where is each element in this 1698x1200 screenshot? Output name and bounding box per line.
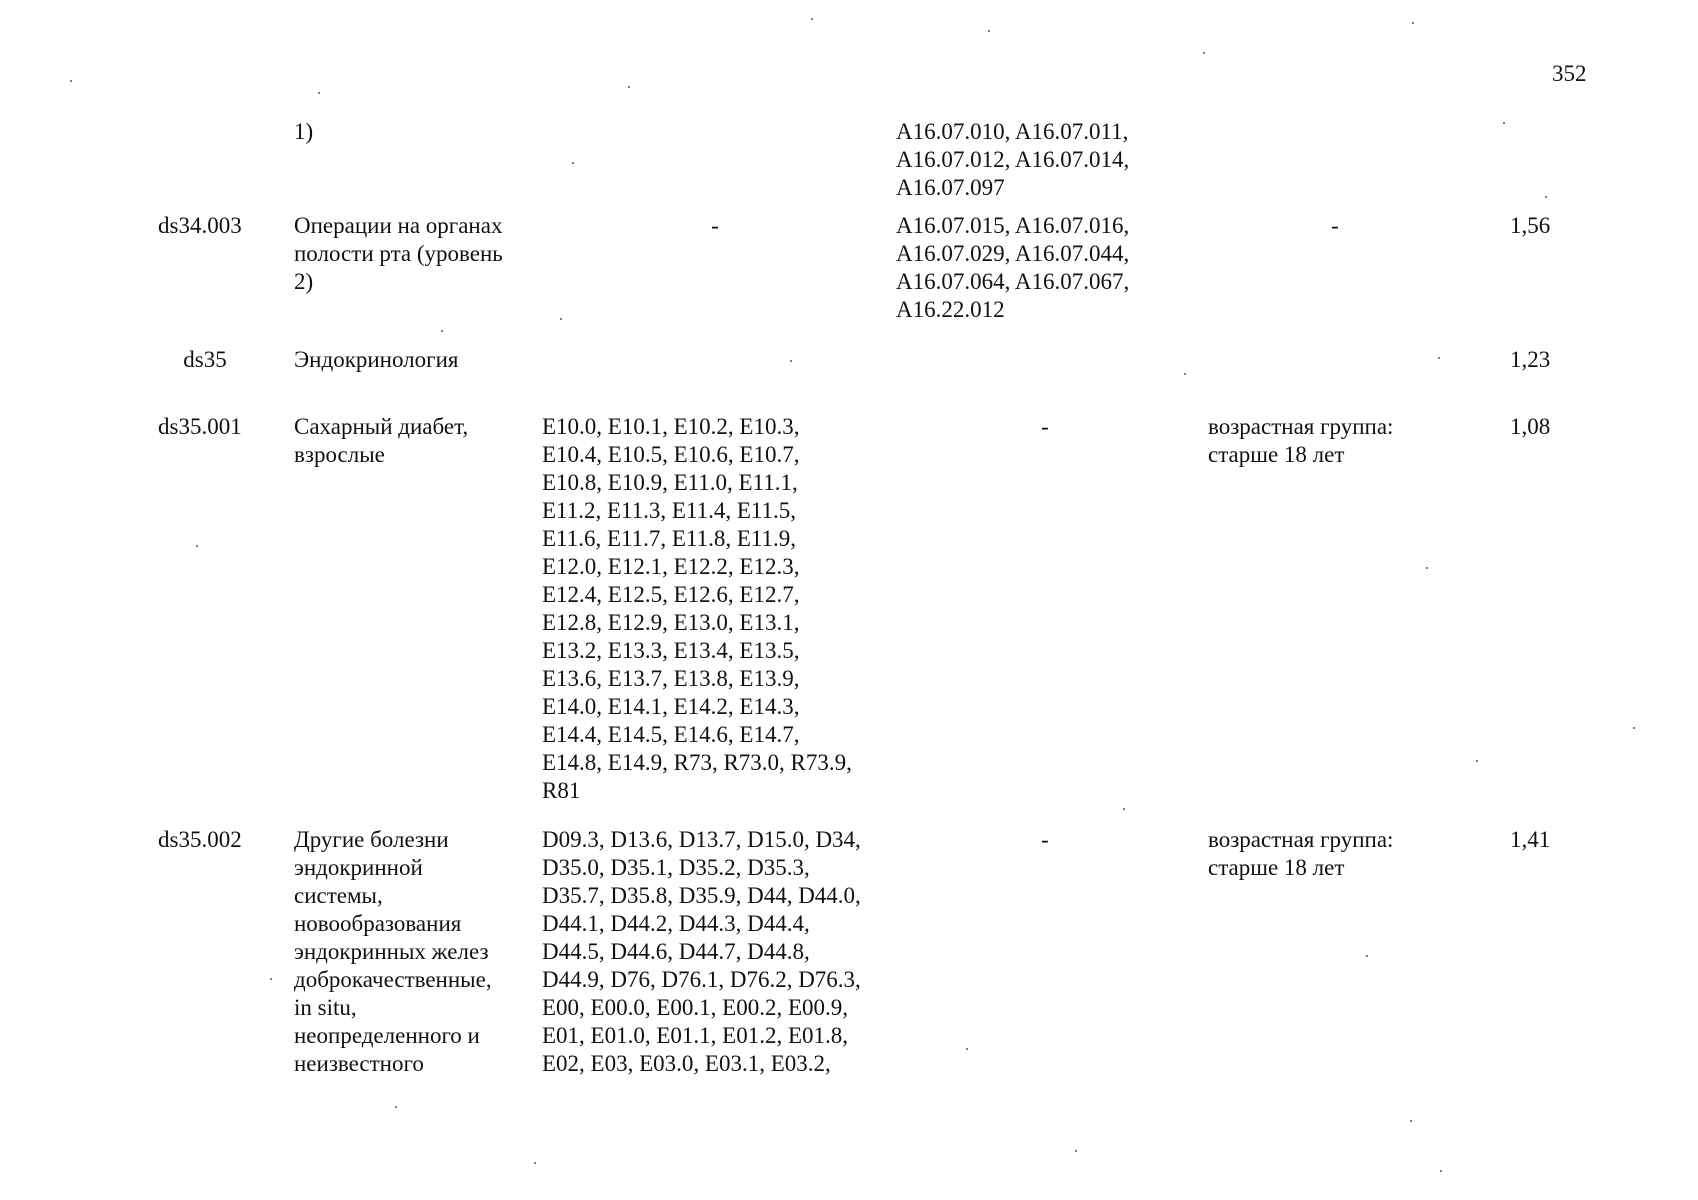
row-services — [1030, 413, 1060, 441]
row-name — [294, 212, 534, 296]
diagnoses-line: E10.0, E10.1, E10.2, E10.3, — [542, 414, 800, 439]
scan-speck — [318, 92, 320, 94]
other-line: старше 18 лет — [1208, 442, 1345, 467]
name-line: Операции на органах — [294, 213, 503, 238]
row-other-criteria — [1208, 826, 1448, 882]
other-line: - — [1331, 213, 1339, 238]
scan-speck — [70, 80, 72, 82]
services-line: A16.07.064, A16.07.067, — [896, 269, 1130, 294]
row-other-criteria — [1208, 413, 1448, 469]
name-line: взрослые — [294, 442, 385, 467]
scan-speck — [572, 162, 574, 164]
name-line: доброкачественные, — [294, 967, 492, 992]
row-diagnoses — [542, 413, 892, 805]
row-coefficient: 1,23 — [1510, 347, 1551, 372]
diagnoses-line: E13.6, E13.7, E13.8, E13.9, — [542, 666, 800, 691]
row-services — [896, 118, 1196, 202]
scan-speck — [966, 1048, 968, 1050]
scan-speck — [1476, 760, 1478, 762]
scan-speck — [560, 318, 562, 320]
services-line: A16.07.097 — [896, 175, 1005, 200]
row-other-criteria — [1320, 212, 1350, 240]
name-line: эндокринной — [294, 855, 423, 880]
name-line: Эндокринология — [294, 347, 459, 372]
diagnoses-line: E14.0, E14.1, E14.2, E14.3, — [542, 694, 800, 719]
row-name — [294, 826, 534, 1078]
diagnoses-line: - — [711, 213, 719, 238]
diagnoses-line: D09.3, D13.6, D13.7, D15.0, D34, — [542, 827, 861, 852]
row-services — [1030, 826, 1060, 854]
row-name — [294, 346, 534, 374]
name-line: системы, — [294, 883, 383, 908]
services-line: A16.07.012, A16.07.014, — [896, 147, 1130, 172]
scan-speck — [270, 978, 272, 980]
scan-speck — [441, 330, 443, 332]
name-line: Сахарный диабет, — [294, 414, 469, 439]
scan-speck — [1203, 52, 1205, 54]
diagnoses-line: D35.7, D35.8, D35.9, D44, D44.0, — [542, 883, 861, 908]
scan-speck — [1426, 567, 1428, 569]
diagnoses-line: E11.2, E11.3, E11.4, E11.5, — [542, 498, 797, 523]
row-name — [294, 413, 534, 469]
name-line: новообразования — [294, 911, 462, 936]
scan-speck — [1184, 373, 1186, 375]
row-code: ds35 — [183, 347, 227, 372]
diagnoses-line: D44.5, D44.6, D44.7, D44.8, — [542, 939, 810, 964]
diagnoses-line: D44.1, D44.2, D44.3, D44.4, — [542, 911, 810, 936]
diagnoses-line: E14.4, E14.5, E14.6, E14.7, — [542, 722, 800, 747]
diagnoses-line: E12.0, E12.1, E12.2, E12.3, — [542, 554, 800, 579]
diagnoses-line: E10.8, E10.9, E11.0, E11.1, — [542, 470, 798, 495]
scan-speck — [395, 1106, 397, 1108]
scan-speck — [534, 1162, 536, 1164]
services-line: A16.07.015, A16.07.016, — [896, 213, 1130, 238]
services-line: A16.07.029, A16.07.044, — [896, 241, 1130, 266]
scan-speck — [1503, 122, 1505, 124]
scan-speck — [1410, 1120, 1412, 1122]
name-line: неизвестного — [294, 1051, 424, 1076]
row-name — [294, 118, 534, 146]
scan-speck — [1366, 955, 1368, 957]
scan-speck — [1412, 22, 1414, 24]
scan-speck — [811, 18, 813, 20]
scan-speck — [790, 360, 792, 362]
diagnoses-line: E14.8, E14.9, R73, R73.0, R73.9, — [542, 750, 852, 775]
other-line: возрастная группа: — [1208, 414, 1394, 439]
diagnoses-line: D35.0, D35.1, D35.2, D35.3, — [542, 855, 810, 880]
diagnoses-line: E11.6, E11.7, E11.8, E11.9, — [542, 526, 797, 551]
row-code: ds35.002 — [158, 827, 242, 852]
diagnoses-line: R81 — [542, 778, 581, 803]
scan-speck — [1545, 196, 1547, 198]
scan-speck — [1440, 1170, 1442, 1172]
services-line: - — [1041, 414, 1049, 439]
row-diagnoses — [700, 212, 730, 240]
row-code: ds34.003 — [158, 213, 242, 238]
name-line: эндокринных желез — [294, 939, 489, 964]
row-coefficient: 1,41 — [1510, 827, 1551, 852]
services-line: - — [1041, 827, 1049, 852]
name-line: полости рта (уровень — [294, 241, 503, 266]
row-code: ds35.001 — [158, 414, 242, 439]
other-line: возрастная группа: — [1208, 827, 1394, 852]
scan-speck — [988, 30, 990, 32]
diagnoses-line: E02, E03, E03.0, E03.1, E03.2, — [542, 1051, 831, 1076]
scan-speck — [1438, 357, 1440, 359]
scan-speck — [196, 545, 198, 547]
row-coefficient: 1,56 — [1510, 213, 1551, 238]
name-line: неопределенного и — [294, 1023, 480, 1048]
scan-speck — [1123, 808, 1125, 810]
diagnoses-line: E00, E00.0, E00.1, E00.2, E00.9, — [542, 995, 848, 1020]
services-line: A16.22.012 — [896, 297, 1005, 322]
diagnoses-line: E12.8, E12.9, E13.0, E13.1, — [542, 610, 800, 635]
diagnoses-line: E01, E01.0, E01.1, E01.2, E01.8, — [542, 1023, 848, 1048]
name-line: Другие болезни — [294, 827, 449, 852]
scan-speck — [628, 86, 630, 88]
row-coefficient: 1,08 — [1510, 414, 1551, 439]
diagnoses-line: E12.4, E12.5, E12.6, E12.7, — [542, 582, 800, 607]
scan-speck — [1075, 1150, 1077, 1152]
other-line: старше 18 лет — [1208, 855, 1345, 880]
diagnoses-line: E13.2, E13.3, E13.4, E13.5, — [542, 638, 800, 663]
diagnoses-line: E10.4, E10.5, E10.6, E10.7, — [542, 442, 800, 467]
name-line: 2) — [294, 269, 314, 294]
row-diagnoses — [542, 826, 892, 1078]
scan-speck — [1633, 727, 1635, 729]
name-line: in situ, — [294, 995, 357, 1020]
row-services — [896, 212, 1196, 324]
page-number: 352 — [1552, 61, 1587, 86]
services-line: A16.07.010, A16.07.011, — [896, 119, 1129, 144]
name-line: 1) — [294, 119, 314, 144]
diagnoses-line: D44.9, D76, D76.1, D76.2, D76.3, — [542, 967, 861, 992]
